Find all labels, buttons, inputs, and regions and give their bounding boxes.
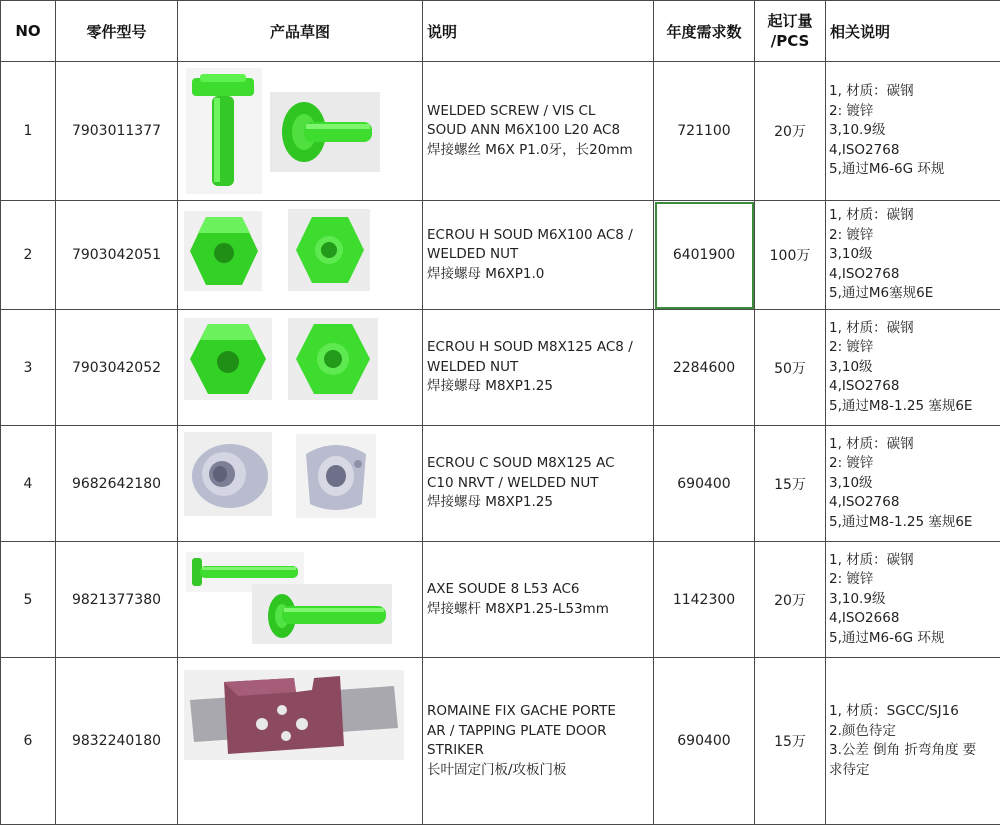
desc-line: WELDED NUT	[427, 245, 651, 265]
notes-line: 1, 材质：碳钢	[829, 319, 1000, 339]
table-row	[1, 201, 1000, 310]
cell-desc[interactable]	[423, 310, 654, 426]
hex-nut-icon	[184, 211, 262, 291]
header-sketch[interactable]: 产品草图	[178, 1, 423, 62]
header-desc[interactable]: 说明	[423, 1, 654, 62]
header-part-no[interactable]: 零件型号	[56, 1, 178, 62]
notes-line: 4,ISO2768	[829, 265, 1000, 285]
notes-line: 2: 镀锌	[829, 338, 1000, 358]
hex-nut-icon	[288, 318, 378, 400]
cell-annual-selected[interactable]: 6401900	[654, 201, 755, 310]
cell-part-no[interactable]: 9682642180	[56, 426, 178, 542]
cell-desc[interactable]	[423, 658, 654, 825]
desc-line: 焊接螺丝 M6X P1.0牙，长20mm	[427, 141, 651, 161]
notes-line: 3.公差 倒角 折弯角度 要	[829, 741, 1000, 761]
cell-notes[interactable]	[826, 310, 1000, 426]
header-annual[interactable]: 年度需求数	[654, 1, 755, 62]
cell-desc[interactable]	[423, 62, 654, 201]
header-moq[interactable]	[755, 1, 826, 62]
cell-moq[interactable]: 15万	[755, 426, 826, 542]
desc-line: C10 NRVT / WELDED NUT	[427, 474, 651, 494]
desc-line: ECROU H SOUD M6X100 AC8 /	[427, 226, 651, 246]
hex-nut-icon	[184, 318, 272, 400]
cell-part-no[interactable]: 7903042051	[56, 201, 178, 310]
desc-line: SOUD ANN M6X100 L20 AC8	[427, 121, 651, 141]
notes-line: 1, 材质：碳钢	[829, 435, 1000, 455]
cell-part-no[interactable]: 7903042052	[56, 310, 178, 426]
cell-desc[interactable]	[423, 201, 654, 310]
cell-sketch[interactable]	[178, 62, 423, 201]
welded-screw-icon	[270, 92, 380, 172]
cell-notes[interactable]	[826, 542, 1000, 658]
notes-line: 3,10.9级	[829, 121, 1000, 141]
header-notes[interactable]: 相关说明	[826, 1, 1000, 62]
cell-annual[interactable]: 690400	[654, 426, 755, 542]
table-row	[1, 542, 1000, 658]
cell-part-no[interactable]: 7903011377	[56, 62, 178, 201]
hex-nut-icon	[288, 209, 370, 291]
desc-line: 焊接螺母 M6XP1.0	[427, 265, 651, 285]
notes-line: 1, 材质：SGCC/SJ16	[829, 702, 1000, 722]
table-row	[1, 62, 1000, 201]
notes-line: 3,10级	[829, 474, 1000, 494]
table-row	[1, 658, 1000, 825]
header-row	[1, 1, 1000, 62]
desc-line: 焊接螺杆 M8XP1.25-L53mm	[427, 600, 651, 620]
desc-line: ROMAINE FIX GACHE PORTE	[427, 702, 651, 722]
notes-line: 4,ISO2768	[829, 493, 1000, 513]
desc-line: ECROU H SOUD M8X125 AC8 /	[427, 338, 651, 358]
cell-moq[interactable]: 15万	[755, 658, 826, 825]
notes-line: 2: 镀锌	[829, 570, 1000, 590]
cell-no[interactable]: 5	[1, 542, 56, 658]
cell-sketch[interactable]	[178, 658, 423, 825]
cell-moq[interactable]: 50万	[755, 310, 826, 426]
tapping-plate-icon	[184, 670, 404, 760]
desc-line: ECROU C SOUD M8X125 AC	[427, 454, 651, 474]
notes-line: 5,通过M6塞规6E	[829, 284, 1000, 304]
cell-annual[interactable]: 2284600	[654, 310, 755, 426]
cell-no[interactable]: 4	[1, 426, 56, 542]
cell-notes[interactable]	[826, 426, 1000, 542]
desc-line: AR / TAPPING PLATE DOOR	[427, 722, 651, 742]
cell-desc[interactable]	[423, 426, 654, 542]
desc-line: 焊接螺母 M8XP1.25	[427, 377, 651, 397]
cell-no[interactable]: 3	[1, 310, 56, 426]
notes-line: 1, 材质：碳钢	[829, 82, 1000, 102]
cell-moq[interactable]: 100万	[755, 201, 826, 310]
cell-notes[interactable]	[826, 62, 1000, 201]
cell-moq[interactable]: 20万	[755, 542, 826, 658]
notes-line: 5,通过M8-1.25 塞规6E	[829, 513, 1000, 533]
cell-sketch[interactable]	[178, 426, 423, 542]
notes-line: 求待定	[829, 761, 1000, 781]
cell-desc[interactable]	[423, 542, 654, 658]
notes-line: 3,10级	[829, 245, 1000, 265]
notes-line: 4,ISO2768	[829, 377, 1000, 397]
desc-line: AXE SOUDE 8 L53 AC6	[427, 580, 651, 600]
header-no[interactable]: NO	[1, 1, 56, 62]
notes-line: 2: 镀锌	[829, 226, 1000, 246]
welded-screw-icon	[186, 68, 262, 194]
flange-nut-icon	[296, 434, 376, 518]
notes-line: 2: 镀锌	[829, 454, 1000, 474]
notes-line: 2.颜色待定	[829, 722, 1000, 742]
desc-line: 长叶固定门板/攻板门板	[427, 761, 651, 781]
notes-line: 3,10.9级	[829, 590, 1000, 610]
cell-moq[interactable]: 20万	[755, 62, 826, 201]
notes-line: 5,通过M8-1.25 塞规6E	[829, 397, 1000, 417]
cell-sketch[interactable]	[178, 201, 423, 310]
desc-line: STRIKER	[427, 741, 651, 761]
cell-notes[interactable]	[826, 201, 1000, 310]
desc-line: WELDED NUT	[427, 358, 651, 378]
cell-annual[interactable]: 1142300	[654, 542, 755, 658]
desc-line: 焊接螺母 M8XP1.25	[427, 493, 651, 513]
header-moq-line2: /PCS	[755, 31, 825, 51]
flange-nut-icon	[184, 432, 272, 516]
notes-line: 1, 材质：碳钢	[829, 206, 1000, 226]
table-row	[1, 310, 1000, 426]
notes-line: 4,ISO2668	[829, 609, 1000, 629]
weld-stud-icon	[252, 584, 392, 644]
header-moq-line1: 起订量	[755, 11, 825, 31]
cell-sketch[interactable]	[178, 542, 423, 658]
cell-annual[interactable]: 721100	[654, 62, 755, 201]
table-row	[1, 426, 1000, 542]
cell-sketch[interactable]	[178, 310, 423, 426]
cell-annual[interactable]: 690400	[654, 658, 755, 825]
notes-line: 5,通过M6-6G 环规	[829, 629, 1000, 649]
cell-no[interactable]: 1	[1, 62, 56, 201]
cell-part-no[interactable]: 9832240180	[56, 658, 178, 825]
notes-line: 2: 镀锌	[829, 102, 1000, 122]
cell-no[interactable]: 6	[1, 658, 56, 825]
cell-notes[interactable]	[826, 658, 1000, 825]
cell-part-no[interactable]: 9821377380	[56, 542, 178, 658]
notes-line: 1, 材质：碳钢	[829, 551, 1000, 571]
cell-no[interactable]: 2	[1, 201, 56, 310]
notes-line: 3,10级	[829, 358, 1000, 378]
notes-line: 5,通过M6-6G 环规	[829, 160, 1000, 180]
notes-line: 4,ISO2768	[829, 141, 1000, 161]
desc-line: WELDED SCREW / VIS CL	[427, 102, 651, 122]
